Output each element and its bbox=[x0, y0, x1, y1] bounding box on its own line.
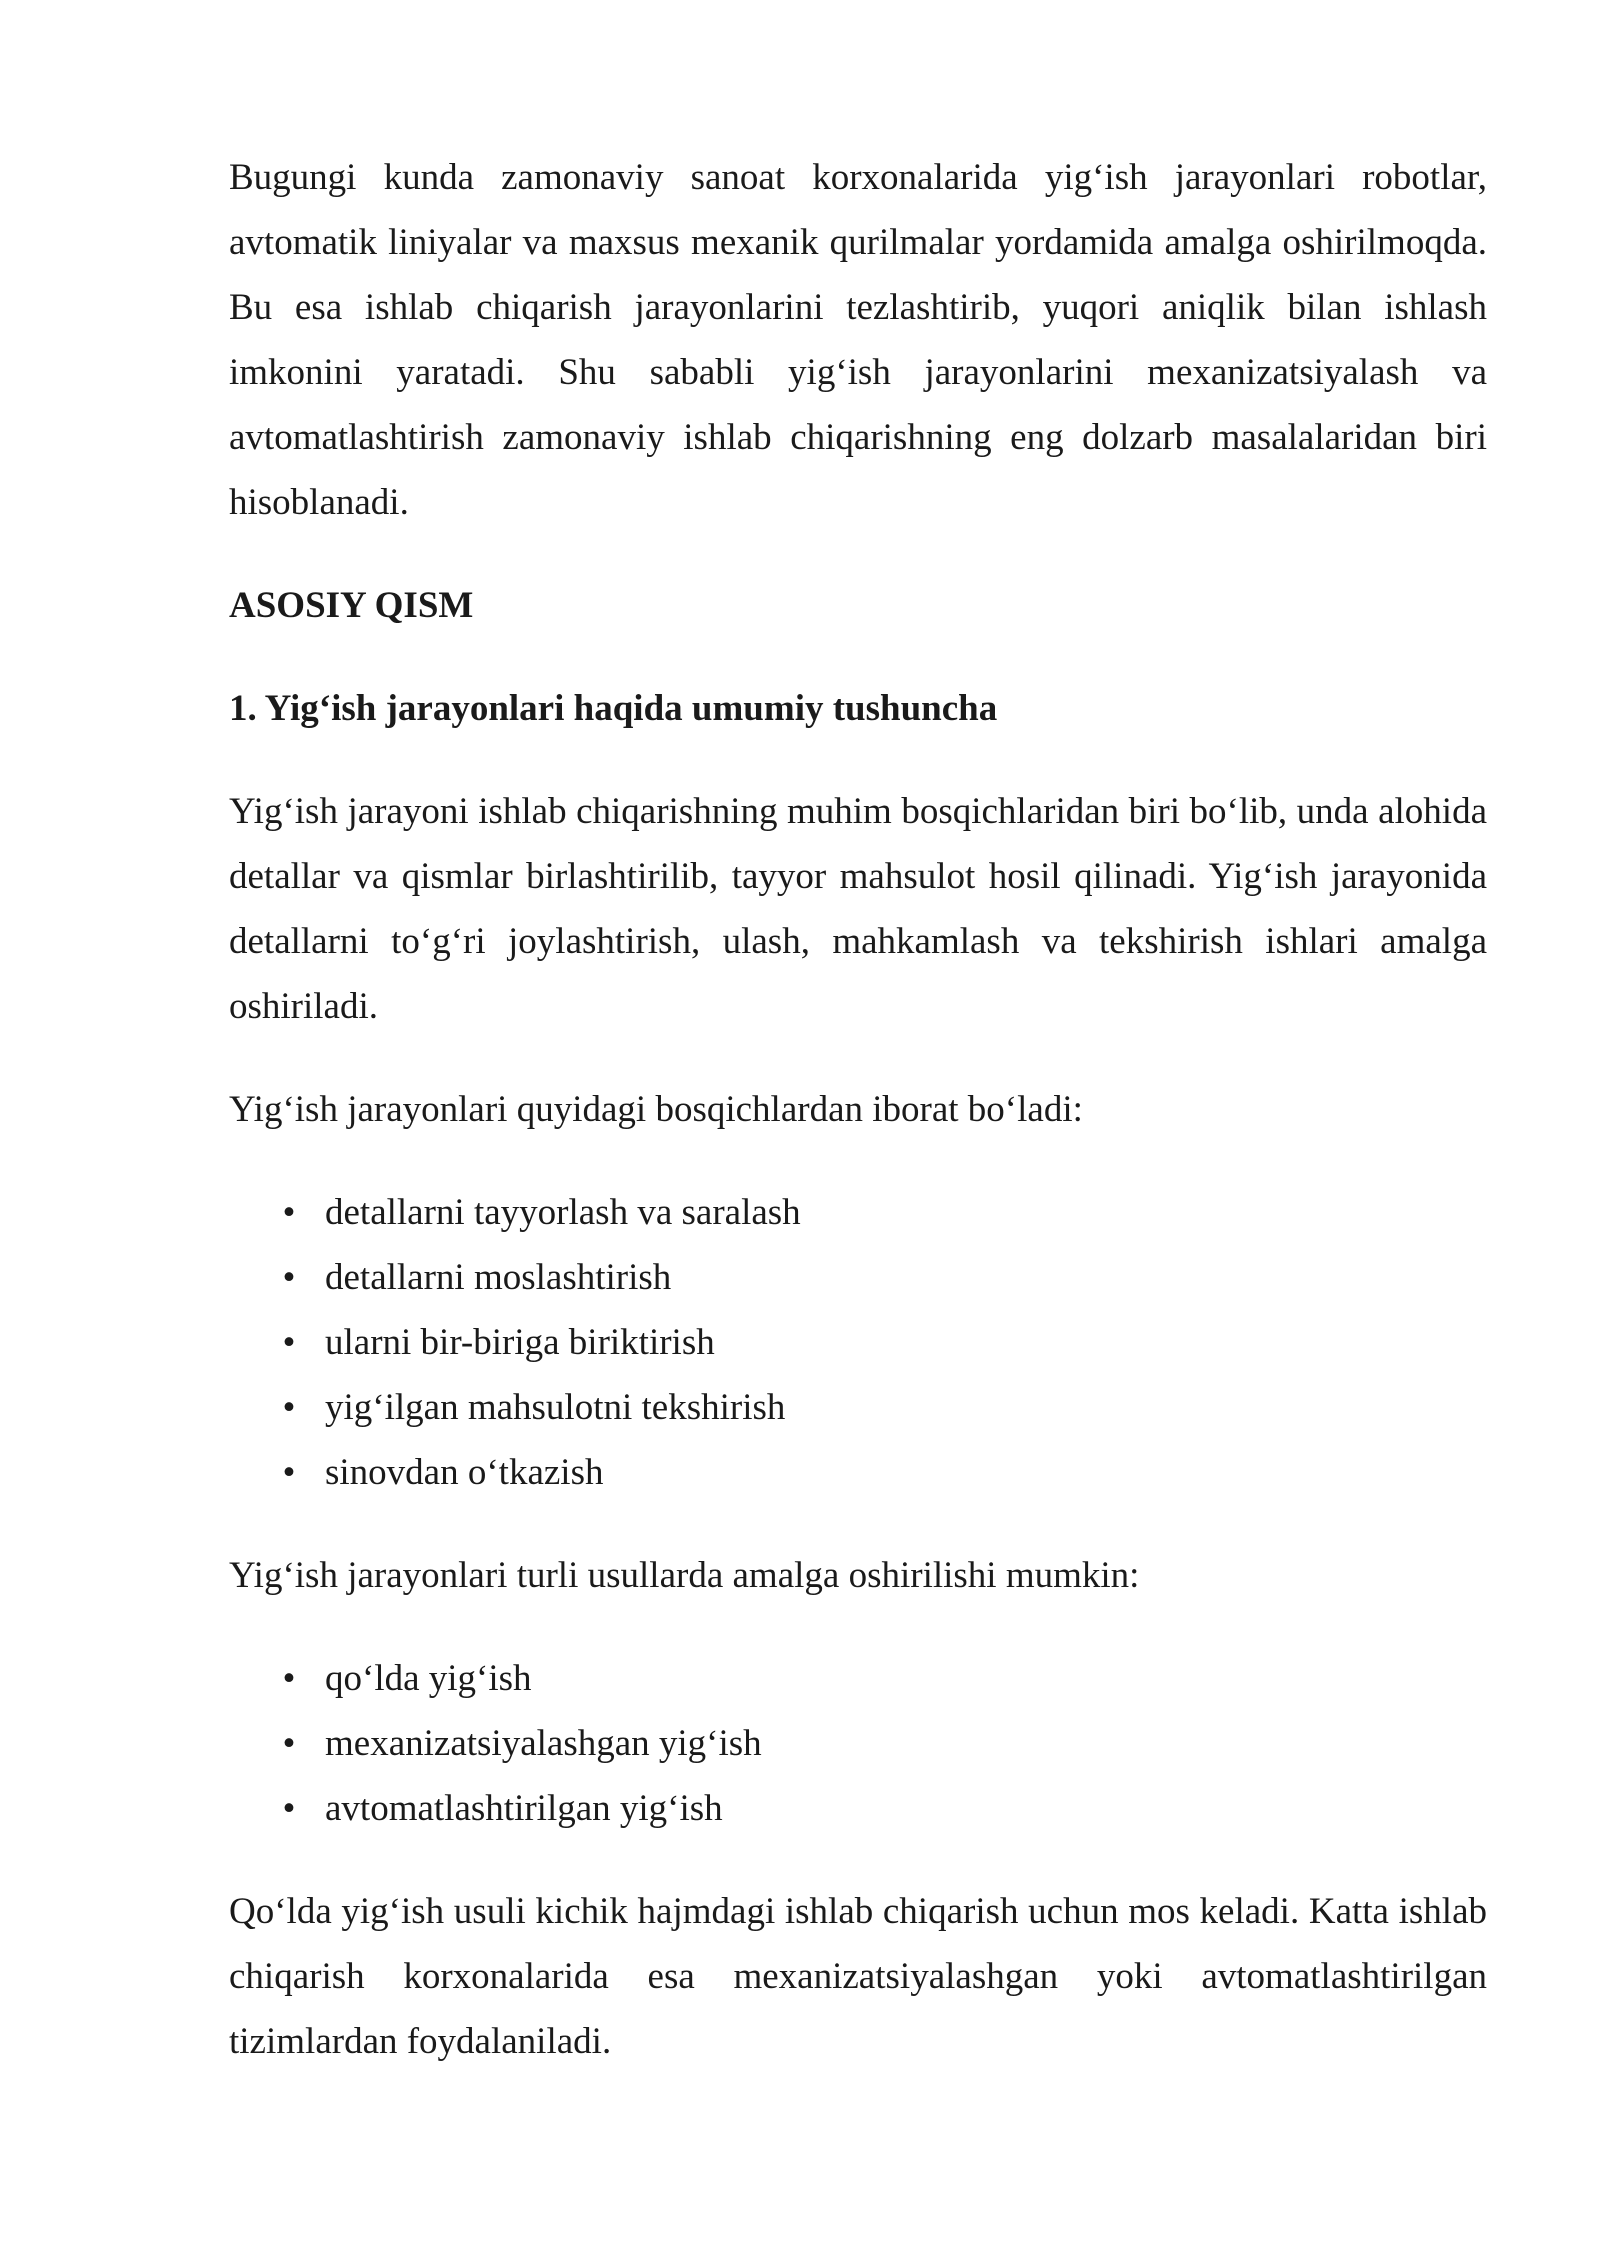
bullet-icon: • bbox=[282, 1387, 296, 1428]
subsection-title: 1. Yig‘ish jarayonlari haqida umumiy tushuncha bbox=[229, 688, 998, 729]
stages-intro: Yig‘ish jarayonlari quyidagi bosqichlardan iborat bo‘ladi: bbox=[229, 1089, 1083, 1130]
list-item bbox=[229, 1245, 1487, 1310]
stages-list bbox=[229, 1180, 1487, 1505]
list-item-text: yig‘ilgan mahsulotni tekshirish bbox=[325, 1387, 786, 1428]
list-item-text: qo‘lda yig‘ish bbox=[325, 1658, 532, 1699]
list-item-text: mexanizatsiyalashgan yig‘ish bbox=[325, 1723, 762, 1764]
list-item bbox=[229, 1646, 1487, 1711]
list-item-text: detallarni tayyorlash va saralash bbox=[325, 1192, 801, 1233]
methods-intro: Yig‘ish jarayonlari turli usullarda amalga oshirilishi mumkin: bbox=[229, 1555, 1140, 1596]
bullet-icon: • bbox=[282, 1452, 296, 1493]
closing-paragraph: Qo‘lda yig‘ish usuli kichik hajmdagi ishlab chiqarish uchun mos keladi. Katta ishlab chiqarish korxonalarida esa mexanizatsiyalashgan yoki avtomatlashtirilgan tizimlardan foydalaniladi. bbox=[229, 1891, 1487, 2062]
list-item bbox=[229, 1711, 1487, 1776]
list-item-text: detallarni moslashtirish bbox=[325, 1257, 672, 1298]
bullet-icon: • bbox=[282, 1322, 296, 1363]
list-item bbox=[229, 1440, 1487, 1505]
bullet-icon: • bbox=[282, 1257, 296, 1298]
list-item bbox=[229, 1375, 1487, 1440]
list-item bbox=[229, 1310, 1487, 1375]
list-item bbox=[229, 1776, 1487, 1841]
intro-paragraph: Bugungi kunda zamonaviy sanoat korxonalarida yig‘ish jarayonlari robotlar, avtomatik liniyalar va maxsus mexanik qurilmalar yordamida amalga oshirilmoqda. Bu esa ishlab chiqarish jarayonlarini tezlashtirib, yuqori aniqlik bilan ishlash imkonini yaratadi. Shu sababli yig‘ish jarayonlarini mexanizatsiyalash va avtomatlashtirish zamonaviy ishlab chiqarishning eng dolzarb masalalaridan biri hisoblanadi. bbox=[229, 157, 1487, 523]
bullet-icon: • bbox=[282, 1788, 296, 1829]
subsection-paragraph: Yig‘ish jarayoni ishlab chiqarishning muhim bosqichlaridan biri bo‘lib, unda alohida detallar va qismlar birlashtirilib, tayyor mahsulot hosil qilinadi. Yig‘ish jarayonida detallarni to‘g‘ri joylashtirish, ulash, mahkamlash va tekshirish ishlari amalga oshiriladi. bbox=[229, 791, 1487, 1027]
list-item bbox=[229, 1180, 1487, 1245]
methods-list bbox=[229, 1646, 1487, 1841]
document-body bbox=[229, 145, 1487, 2074]
list-item-text: ularni bir-biriga biriktirish bbox=[325, 1322, 715, 1363]
list-item-text: sinovdan o‘tkazish bbox=[325, 1452, 604, 1493]
bullet-icon: • bbox=[282, 1723, 296, 1764]
bullet-icon: • bbox=[282, 1658, 296, 1699]
bullet-icon: • bbox=[282, 1192, 296, 1233]
list-item-text: avtomatlashtirilgan yig‘ish bbox=[325, 1788, 723, 1829]
section-title: ASOSIY QISM bbox=[229, 585, 474, 626]
